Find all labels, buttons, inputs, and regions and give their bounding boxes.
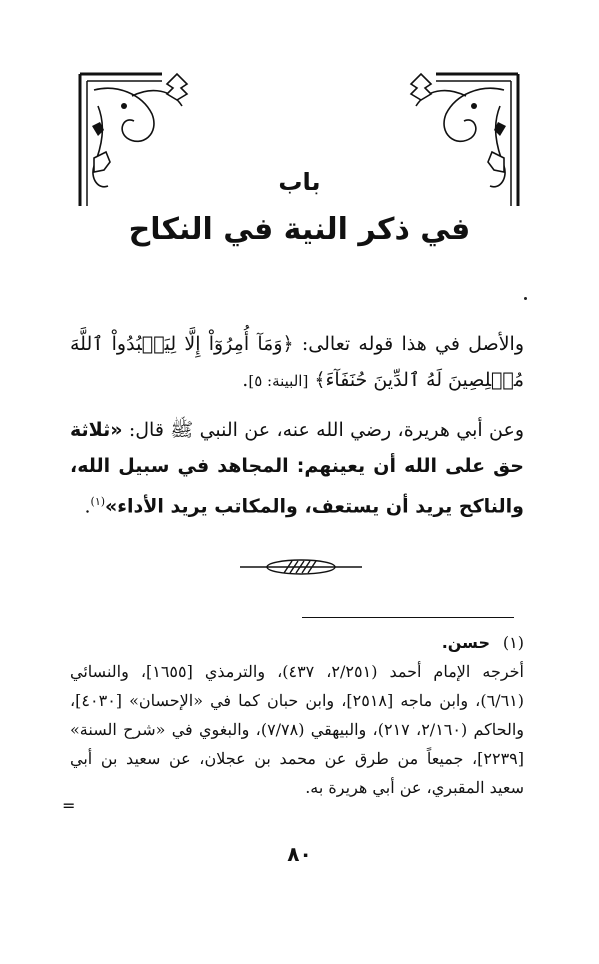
section-separator-ornament: [236, 555, 366, 579]
hadith-intro: وعن أبي هريرة، رضي الله عنه، عن النبي ﷺ قال:: [122, 419, 524, 441]
page-number: ٨٠: [287, 842, 312, 866]
footnote-header: [70, 628, 524, 657]
chapter-word: باب: [278, 168, 321, 196]
paragraph-hadith: [70, 412, 524, 524]
footnote-body: أخرجه الإمام أحمد (٢/٢٥١، ٤٣٧)، والترمذي [١٦٥٥]، والنسائي (٦/٦١)، وابن ماجه [٢٥١٨]، وابن حبان كما في «الإحسان» [٤٠٣٠]، والحاكم (٢/١٦٠، ٢١٧)، والبيهقي (٧/٧٨)، والبغوي في «شرح السنة» [٢٢٣٩]، جميعاً من طرق عن محمد بن عجلان، عن سعيد بن أبي سعيد المقبري، عن أبي هريرة به.: [70, 662, 525, 797]
footnote-marker[interactable]: (١): [90, 495, 106, 508]
stray-mark: [524, 297, 527, 300]
footnote-number: (١): [502, 633, 524, 652]
chapter-title: في ذكر النية في النكاح: [128, 212, 471, 247]
verse-reference: [البينة: ٥]: [248, 372, 309, 390]
sentence-end: .: [242, 369, 249, 391]
hadith-text: «ثلاثة حق على الله أن يعينهم: المجاهد في سبيل الله، والناكح يريد أن يستعف، والمكاتب يريد الأداء»: [70, 419, 524, 518]
sentence-end: .: [84, 495, 91, 518]
footnote-divider: [302, 617, 514, 618]
paragraph-quran-verse: [70, 326, 524, 399]
verse-text: والأصل في هذا قوله تعالى: ﴿وَمَآ أُمِرُوٓاْ إِلَّا لِيَعۡبُدُواْ ٱللَّهَ مُخۡلِصِينَ لَهُ ٱلدِّينَ حُنَفَآءَ﴾: [70, 333, 524, 391]
continuation-mark: =: [62, 796, 76, 815]
footnote-grade: حسن.: [441, 633, 490, 652]
